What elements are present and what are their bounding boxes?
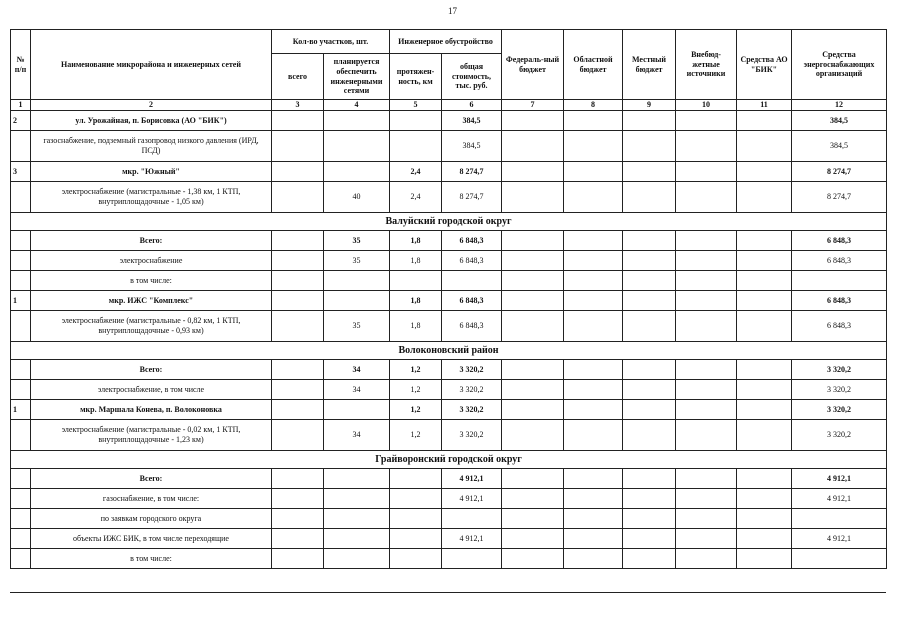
length-cell: 2,4	[390, 162, 442, 182]
federal-cell	[502, 111, 564, 131]
regional-cell	[564, 231, 623, 251]
federal-cell	[502, 360, 564, 380]
extra-budget-cell	[676, 251, 737, 271]
row-name-cell: электроснабжение	[31, 251, 272, 271]
federal-cell	[502, 251, 564, 271]
energy-cell: 3 320,2	[792, 380, 887, 400]
federal-cell	[502, 291, 564, 311]
regional-cell	[564, 311, 623, 342]
table-row	[11, 162, 887, 182]
energy-cell: 6 848,3	[792, 291, 887, 311]
bik-cell	[737, 489, 792, 509]
length-cell	[390, 529, 442, 549]
federal-cell	[502, 182, 564, 213]
bik-cell	[737, 271, 792, 291]
length-cell: 1,8	[390, 291, 442, 311]
table-body	[11, 111, 887, 569]
plots-total-cell	[272, 251, 324, 271]
length-cell	[390, 549, 442, 569]
local-cell	[623, 251, 676, 271]
federal-cell	[502, 529, 564, 549]
row-name-cell: объекты ИЖС БИК, в том числе переходящие	[31, 529, 272, 549]
plots-total-cell	[272, 162, 324, 182]
plots-planned-cell: 35	[324, 231, 390, 251]
row-num-cell	[11, 489, 31, 509]
row-name-cell: мкр. Маршала Конева, п. Волоконовка	[31, 400, 272, 420]
table-row	[11, 469, 887, 489]
plots-total-cell	[272, 509, 324, 529]
energy-cell: 6 848,3	[792, 311, 887, 342]
engineering-networks-table	[10, 29, 887, 569]
table-row	[11, 360, 887, 380]
local-cell	[623, 182, 676, 213]
cost-cell: 384,5	[442, 111, 502, 131]
cost-cell	[442, 271, 502, 291]
header-federal: Федераль-ный бюджет	[502, 30, 564, 100]
column-number-cell: 7	[502, 100, 564, 111]
row-name-cell: электроснабжение (магистральные - 0,82 км, 1 КТП, внутриплощадочные - 0,93 км)	[31, 311, 272, 342]
column-number-cell: 12	[792, 100, 887, 111]
section-header-row	[11, 213, 887, 231]
row-name-cell: электроснабжение, в том числе	[31, 380, 272, 400]
row-name-cell: Всего:	[31, 469, 272, 489]
plots-planned-cell: 34	[324, 380, 390, 400]
column-number-cell: 10	[676, 100, 737, 111]
row-num-cell	[11, 271, 31, 291]
length-cell	[390, 111, 442, 131]
bik-cell	[737, 529, 792, 549]
row-num-cell	[11, 231, 31, 251]
bik-cell	[737, 111, 792, 131]
regional-cell	[564, 529, 623, 549]
local-cell	[623, 311, 676, 342]
local-cell	[623, 400, 676, 420]
column-number-cell: 2	[31, 100, 272, 111]
federal-cell	[502, 311, 564, 342]
section-title: Грайворонский городской округ	[11, 451, 887, 469]
table-row	[11, 231, 887, 251]
regional-cell	[564, 111, 623, 131]
plots-total-cell	[272, 549, 324, 569]
header-engineering-group: Инженерное обустройство	[390, 30, 502, 54]
bik-cell	[737, 400, 792, 420]
plots-planned-cell	[324, 271, 390, 291]
header-plots-group: Кол-во участков, шт.	[272, 30, 390, 54]
energy-cell: 6 848,3	[792, 231, 887, 251]
local-cell	[623, 529, 676, 549]
table-header	[11, 30, 887, 111]
local-cell	[623, 420, 676, 451]
bik-cell	[737, 509, 792, 529]
extra-budget-cell	[676, 400, 737, 420]
row-name-cell: по заявкам городского округа	[31, 509, 272, 529]
header-bik: Средства АО "БИК"	[737, 30, 792, 100]
energy-cell: 4 912,1	[792, 529, 887, 549]
plots-total-cell	[272, 360, 324, 380]
length-cell	[390, 131, 442, 162]
cost-cell: 3 320,2	[442, 360, 502, 380]
regional-cell	[564, 271, 623, 291]
extra-budget-cell	[676, 131, 737, 162]
federal-cell	[502, 380, 564, 400]
local-cell	[623, 380, 676, 400]
cost-cell: 3 320,2	[442, 380, 502, 400]
cost-cell: 4 912,1	[442, 489, 502, 509]
table-row	[11, 549, 887, 569]
row-num-cell	[11, 549, 31, 569]
regional-cell	[564, 469, 623, 489]
federal-cell	[502, 549, 564, 569]
bik-cell	[737, 251, 792, 271]
plots-planned-cell: 40	[324, 182, 390, 213]
plots-total-cell	[272, 489, 324, 509]
section-header-row	[11, 451, 887, 469]
energy-cell: 6 848,3	[792, 251, 887, 271]
header-num: № п/п	[11, 30, 31, 100]
row-name-cell: мкр. ИЖС "Комплекс"	[31, 291, 272, 311]
table-row	[11, 380, 887, 400]
regional-cell	[564, 420, 623, 451]
table-row	[11, 420, 887, 451]
energy-cell: 3 320,2	[792, 360, 887, 380]
table-row	[11, 291, 887, 311]
table-row	[11, 131, 887, 162]
federal-cell	[502, 231, 564, 251]
local-cell	[623, 271, 676, 291]
table-row	[11, 182, 887, 213]
regional-cell	[564, 182, 623, 213]
cost-cell: 6 848,3	[442, 231, 502, 251]
energy-cell: 3 320,2	[792, 420, 887, 451]
length-cell: 1,2	[390, 360, 442, 380]
row-name-cell: Всего:	[31, 231, 272, 251]
plots-planned-cell	[324, 509, 390, 529]
cost-cell: 8 274,7	[442, 162, 502, 182]
local-cell	[623, 131, 676, 162]
plots-total-cell	[272, 291, 324, 311]
plots-total-cell	[272, 131, 324, 162]
table-row	[11, 509, 887, 529]
column-number-cell: 3	[272, 100, 324, 111]
bik-cell	[737, 380, 792, 400]
row-name-cell: электроснабжение (магистральные - 0,02 км, 1 КТП, внутриплощадочные - 1,23 км)	[31, 420, 272, 451]
length-cell: 1,8	[390, 231, 442, 251]
column-number-cell: 8	[564, 100, 623, 111]
cost-cell: 3 320,2	[442, 400, 502, 420]
length-cell	[390, 489, 442, 509]
length-cell: 2,4	[390, 182, 442, 213]
plots-planned-cell	[324, 162, 390, 182]
energy-cell: 384,5	[792, 131, 887, 162]
row-name-cell: электроснабжение (магистральные - 1,38 км, 1 КТП, внутриплощадочные - 1,05 км)	[31, 182, 272, 213]
header-extra-budget: Внебюд-жетные источники	[676, 30, 737, 100]
regional-cell	[564, 400, 623, 420]
extra-budget-cell	[676, 162, 737, 182]
local-cell	[623, 231, 676, 251]
row-name-cell: Всего:	[31, 360, 272, 380]
extra-budget-cell	[676, 111, 737, 131]
cost-cell: 4 912,1	[442, 469, 502, 489]
energy-cell: 4 912,1	[792, 489, 887, 509]
extra-budget-cell	[676, 489, 737, 509]
federal-cell	[502, 131, 564, 162]
length-cell: 1,8	[390, 251, 442, 271]
row-name-cell: мкр. "Южный"	[31, 162, 272, 182]
section-header-row	[11, 342, 887, 360]
regional-cell	[564, 291, 623, 311]
extra-budget-cell	[676, 291, 737, 311]
length-cell	[390, 509, 442, 529]
local-cell	[623, 162, 676, 182]
plots-planned-cell	[324, 131, 390, 162]
plots-planned-cell: 34	[324, 420, 390, 451]
column-number-cell: 11	[737, 100, 792, 111]
plots-total-cell	[272, 400, 324, 420]
length-cell: 1,2	[390, 420, 442, 451]
table-row	[11, 311, 887, 342]
header-local: Местный бюджет	[623, 30, 676, 100]
extra-budget-cell	[676, 380, 737, 400]
plots-total-cell	[272, 311, 324, 342]
plots-total-cell	[272, 182, 324, 213]
local-cell	[623, 549, 676, 569]
table-row	[11, 271, 887, 291]
regional-cell	[564, 360, 623, 380]
row-name-cell: в том числе:	[31, 549, 272, 569]
plots-planned-cell	[324, 489, 390, 509]
federal-cell	[502, 509, 564, 529]
section-title: Валуйский городской округ	[11, 213, 887, 231]
table-row	[11, 489, 887, 509]
extra-budget-cell	[676, 360, 737, 380]
header-regional: Областной бюджет	[564, 30, 623, 100]
federal-cell	[502, 469, 564, 489]
extra-budget-cell	[676, 509, 737, 529]
plots-planned-cell: 35	[324, 311, 390, 342]
page-number: 17	[448, 6, 457, 16]
row-num-cell	[11, 311, 31, 342]
plots-total-cell	[272, 380, 324, 400]
section-title: Волоконовский район	[11, 342, 887, 360]
local-cell	[623, 111, 676, 131]
extra-budget-cell	[676, 271, 737, 291]
plots-planned-cell	[324, 469, 390, 489]
cost-cell: 6 848,3	[442, 251, 502, 271]
plots-planned-cell: 34	[324, 360, 390, 380]
header-energy: Средства энергоснабжающих организаций	[792, 30, 887, 100]
extra-budget-cell	[676, 549, 737, 569]
local-cell	[623, 291, 676, 311]
federal-cell	[502, 489, 564, 509]
regional-cell	[564, 162, 623, 182]
column-number-cell: 9	[623, 100, 676, 111]
cost-cell: 3 320,2	[442, 420, 502, 451]
length-cell	[390, 271, 442, 291]
bik-cell	[737, 291, 792, 311]
cost-cell	[442, 509, 502, 529]
cost-cell: 384,5	[442, 131, 502, 162]
regional-cell	[564, 549, 623, 569]
table-row	[11, 251, 887, 271]
cost-cell: 8 274,7	[442, 182, 502, 213]
row-num-cell	[11, 469, 31, 489]
header-eng-length: протяжен-ность, км	[390, 54, 442, 100]
table-row	[11, 529, 887, 549]
plots-total-cell	[272, 271, 324, 291]
row-num-cell: 2	[11, 111, 31, 131]
row-name-cell: в том числе:	[31, 271, 272, 291]
bik-cell	[737, 549, 792, 569]
column-number-cell: 4	[324, 100, 390, 111]
plots-planned-cell	[324, 291, 390, 311]
federal-cell	[502, 271, 564, 291]
plots-total-cell	[272, 469, 324, 489]
bik-cell	[737, 231, 792, 251]
energy-cell	[792, 271, 887, 291]
plots-planned-cell	[324, 400, 390, 420]
plots-planned-cell: 35	[324, 251, 390, 271]
column-numbers-row	[11, 100, 887, 111]
row-num-cell	[11, 529, 31, 549]
extra-budget-cell	[676, 311, 737, 342]
bik-cell	[737, 311, 792, 342]
bik-cell	[737, 162, 792, 182]
table-row	[11, 111, 887, 131]
length-cell: 1,2	[390, 380, 442, 400]
federal-cell	[502, 400, 564, 420]
row-name-cell: газоснабжение, подземный газопровод низкого давления (ИРД, ПСД)	[31, 131, 272, 162]
local-cell	[623, 360, 676, 380]
regional-cell	[564, 509, 623, 529]
column-number-cell: 5	[390, 100, 442, 111]
federal-cell	[502, 162, 564, 182]
bik-cell	[737, 182, 792, 213]
extra-budget-cell	[676, 231, 737, 251]
extra-budget-cell	[676, 529, 737, 549]
local-cell	[623, 489, 676, 509]
cost-cell: 6 848,3	[442, 311, 502, 342]
row-num-cell	[11, 251, 31, 271]
local-cell	[623, 509, 676, 529]
row-num-cell	[11, 182, 31, 213]
plots-planned-cell	[324, 111, 390, 131]
extra-budget-cell	[676, 182, 737, 213]
energy-cell: 384,5	[792, 111, 887, 131]
energy-cell	[792, 509, 887, 529]
plots-planned-cell	[324, 529, 390, 549]
column-number-cell: 1	[11, 100, 31, 111]
bik-cell	[737, 131, 792, 162]
bik-cell	[737, 469, 792, 489]
energy-cell: 3 320,2	[792, 400, 887, 420]
energy-cell: 4 912,1	[792, 469, 887, 489]
row-num-cell	[11, 131, 31, 162]
row-num-cell	[11, 380, 31, 400]
row-num-cell	[11, 509, 31, 529]
plots-total-cell	[272, 231, 324, 251]
page-bottom-rule	[10, 592, 886, 593]
header-name: Наименование микрорайона и инженерных сетей	[31, 30, 272, 100]
energy-cell: 8 274,7	[792, 162, 887, 182]
plots-planned-cell	[324, 549, 390, 569]
plots-total-cell	[272, 111, 324, 131]
header-eng-cost: общая стоимость, тыс. руб.	[442, 54, 502, 100]
header-plots-total: всего	[272, 54, 324, 100]
regional-cell	[564, 489, 623, 509]
energy-cell: 8 274,7	[792, 182, 887, 213]
row-num-cell: 3	[11, 162, 31, 182]
bik-cell	[737, 420, 792, 451]
regional-cell	[564, 251, 623, 271]
row-num-cell	[11, 420, 31, 451]
header-plots-planned: планируется обеспечить инженерными сетями	[324, 54, 390, 100]
row-num-cell	[11, 360, 31, 380]
cost-cell	[442, 549, 502, 569]
energy-cell	[792, 549, 887, 569]
regional-cell	[564, 131, 623, 162]
table-row	[11, 400, 887, 420]
row-name-cell: газоснабжение, в том числе:	[31, 489, 272, 509]
regional-cell	[564, 380, 623, 400]
cost-cell: 4 912,1	[442, 529, 502, 549]
row-num-cell: 1	[11, 400, 31, 420]
length-cell	[390, 469, 442, 489]
local-cell	[623, 469, 676, 489]
extra-budget-cell	[676, 420, 737, 451]
federal-cell	[502, 420, 564, 451]
bik-cell	[737, 360, 792, 380]
extra-budget-cell	[676, 469, 737, 489]
row-num-cell: 1	[11, 291, 31, 311]
column-number-cell: 6	[442, 100, 502, 111]
length-cell: 1,8	[390, 311, 442, 342]
plots-total-cell	[272, 420, 324, 451]
plots-total-cell	[272, 529, 324, 549]
row-name-cell: ул. Урожайная, п. Борисовка (АО "БИК")	[31, 111, 272, 131]
cost-cell: 6 848,3	[442, 291, 502, 311]
length-cell: 1,2	[390, 400, 442, 420]
